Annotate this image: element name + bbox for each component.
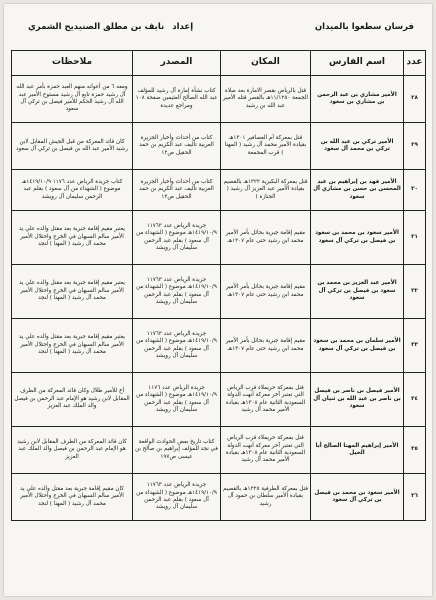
- place-cell: قتل بمعركة حريملاء قرب الرياض التي تعتبر آخر معركة أنهت الدولة السعودية الثانية عام ١٣٠٨هـ بقيادة الأمير محمد آل رشيد: [221, 427, 311, 474]
- source-cell: جريدة الرياض عدد ١١٧٦٣ ١٤١٩/١٠/٩هـ موضوع ( الشهداء من آل سعود ) بقلم عبد الرحمن سليمان آل رويشد: [133, 474, 221, 521]
- row-number: ٣٣: [404, 319, 426, 373]
- source-cell: جريدة الرياض عدد ١١٧٦٣ ١٤١٩/١٠/٩هـ موضوع ( الشهداء من آل سعود ) بقلم عبد الرحمن سليمان آل رويشد: [133, 319, 221, 373]
- row-number: ٣٥: [404, 427, 426, 474]
- column-header-place: المكان: [221, 51, 311, 76]
- knights-table: [11, 50, 426, 521]
- document-title: فرسان سطعوا بالميدان: [314, 22, 414, 32]
- table-row: [12, 373, 426, 427]
- knight-name: الأمير تركي بن عبد الله بن تركي بن محمد آل سعود: [311, 123, 404, 170]
- notes-cell: كان قائد المعركة من الطرف المقابل لابن رشيد هو الإمام عبد الرحمن بن فيصل والد الملك عبد العزيز: [12, 427, 133, 474]
- knight-name: الأمير سعود بن محمد بن فيصل بن تركي آل سعود: [311, 474, 404, 521]
- row-number: ٣٢: [404, 265, 426, 319]
- place-cell: قتل بمعركة أم العصافير ١٣٠١هـ بقيادة الأمير محمد آل رشيد ( المهنا ) قرب المجمعة: [221, 123, 311, 170]
- place-cell: قتل بمعركة حريملاء قرب الرياض التي تعتبر آخر معركة أنهت الدولة السعودية الثانية عام ١٣٠٨هـ بقيادة الأمير محمد آل رشيد: [221, 373, 311, 427]
- source-cell: كتاب من أحداث وأخبار الجزيرة العربية تأليف عبد الكريم بن حمد الحقيل ص١٢: [133, 123, 221, 170]
- knight-name: الأمير مشاري بن عبد الرحمن بن مشاري بن سعود: [311, 76, 404, 123]
- place-cell: مقيم إقامة جبرية بحائل بأمر الأمير محمد ابن رشيد حتى عام ١٣٠٧هـ: [221, 319, 311, 373]
- notes-cell: يعتبر مقيم إقامة جبرية بعد مقتل والده علي يد الأمير سالم السبهان في الخرج واحتلال الأمير محمد آل رشيد ( المهنا ) لنجد: [12, 265, 133, 319]
- table-row: [12, 319, 426, 373]
- knight-name: الأمير سلمان بن محمد بن سعود بن فيصل بن تركي آل سعود: [311, 319, 404, 373]
- notes-cell: كتاب جريدة الرياض عدد ١١٧٦ ١٤١٩/١٠/٩هـ موضوع ( الشهداء من آل سعود ) بقلم عبد الرحمن سليمان آل رويشد: [12, 170, 133, 211]
- notes-cell: يعتبر مقيم إقامة جبرية بعد مقتل والده علي يد الأمير سالم السبهان في الخرج واحتلال الأمير محمد آل رشيد ( المهنا ) لنجد: [12, 319, 133, 373]
- row-number: ٢٨: [404, 76, 426, 123]
- knight-name: الأمير فيصل بن ناصر بن فيصل بن ناصر بن عبد الله بن ثنيان آل سعود: [311, 373, 404, 427]
- table-row: [12, 427, 426, 474]
- row-number: ٣٤: [404, 373, 426, 427]
- column-header-number: عدد: [404, 51, 426, 76]
- column-header-knight: اسم الفارس: [311, 51, 404, 76]
- document-page: [4, 4, 432, 596]
- prepared-label: إعداد: [172, 22, 194, 32]
- table-row: [12, 170, 426, 211]
- author-line: [20, 22, 193, 32]
- knight-name: الأمير فهد بن إبراهيم بن عبد المحسن بن حسن بن مشاري آل سعود: [311, 170, 404, 211]
- column-header-notes: ملاحظات: [12, 51, 133, 76]
- table-row: [12, 474, 426, 521]
- place-cell: مقيم إقامة جبرية بحائل بأمر الأمير محمد ابن رشيد حتى عام ١٣٠٧هـ: [221, 265, 311, 319]
- table-row: [12, 123, 426, 170]
- table-header-row: [12, 51, 426, 76]
- knight-name: الأمير سعود بن محمد بن سعود بن فيصل بن تركي آل سعود: [311, 211, 404, 265]
- source-cell: كتاب نشأة إمارة آل رشيد للمؤلف عبد الله الصالح العثيمين صفحة ١٠٨ ومراجع عديدة: [133, 76, 221, 123]
- row-number: ٣٠: [404, 170, 426, 211]
- knight-name: الأمير عبد العزيز بن محمد بن سعود بن فيصل بن تركي آل سعود: [311, 265, 404, 319]
- notes-cell: يعتبر مقيم إقامة جبرية بعد مقتل والده علي يد الأمير سالم السبهان في الخرج واحتلال الأمير محمد آل رشيد ( المهنا ) لنجد: [12, 211, 133, 265]
- table-row: [12, 76, 426, 123]
- knight-name: الأمير إبراهيم المهنا الصالح أبا الخيل: [311, 427, 404, 474]
- table-row: [12, 265, 426, 319]
- notes-cell: ومعه ٦ من أعوانه منهم العبد حمزة بأمر عبد الله آل رشيد حمزة تابع آل رشيد مستوح الأمير عبد الله آل رشيد الحكم للأمير فيصل بن تركي آل سعود: [12, 76, 133, 123]
- source-cell: جريدة الرياض عدد ١١٧٦٣ ١٤١٩/١٠/٩هـ موضوع ( الشهداء من آل سعود ) بقلم عبد الرحمن سليمان آل رويشد: [133, 265, 221, 319]
- notes-cell: أخ للأمير طلال وكان قائد المعركة من الطرف المقابل لابن رشيد هو الإمام عبد الرحمن بن فيصل والد الملك عبد العزيز: [12, 373, 133, 427]
- source-cell: جريدة الرياض عدد ١١٧٦٣ ١٤١٩/١٠/٩هـ موضوع ( الشهداء من آل سعود ) بقلم عبد الرحمن سليمان آل رويشد: [133, 211, 221, 265]
- row-number: ٣٦: [404, 474, 426, 521]
- column-header-source: المصدر: [133, 51, 221, 76]
- place-cell: قتل بالرياض بقصر الامارة بعد صلاة الجمعة ١١/١٢٥٠هـ بالقصر قتله الأمير عبد الله بن رشيد: [221, 76, 311, 123]
- place-cell: مقيم إقامة جبرية بحائل بأمر الأمير محمد ابن رشيد حتى عام ١٣٠٧هـ: [221, 211, 311, 265]
- table-row: [12, 211, 426, 265]
- source-cell: كتاب من أحداث وأخبار الجزيرة العربية تأليف عبد الكريم بن حمد الحقيل ص١٢: [133, 170, 221, 211]
- author-name: نايف بن مطلق الصنيديح الشمري: [28, 22, 165, 32]
- notes-cell: كان مقيم إقامة جبرية بعد مقتل والده علي يد الأمير سالم السبهان في الخرج واحتلال الأمير محمد آل رشيد ( المهنا ) لنجد: [12, 474, 133, 521]
- source-cell: كتاب تاريخ بعض الحوادث الواقعة في نجد للمؤلف إبراهيم بن صالح بن عيسى ص١٩٧: [133, 427, 221, 474]
- page-header: [20, 22, 414, 38]
- notes-cell: كان قائد المعركة من قبل الجيش المقابل لابن رشيد الأمير عبد الله بن فيصل بن تركي آل سعود: [12, 123, 133, 170]
- row-number: ٣١: [404, 211, 426, 265]
- place-cell: قتل بمعركة الطرفية ١٣٢٥هـ بالقصيم بقيادة الأمير سلطان بن حمود آل رشيد: [221, 474, 311, 521]
- place-cell: قتل بمعركة البكيرية ١٣٢٢هـ بالقصيم بقيادة الأمير عبد العزيز آل رشيد ( الجنازة ): [221, 170, 311, 211]
- row-number: ٢٩: [404, 123, 426, 170]
- source-cell: جريدة الرياض عدد ١١٧٦ ١٤١٩/١٠/٩هـ موضوع ( الشهداء من آل سعود ) بقلم عبد الرحمن سليمان آل رويشد: [133, 373, 221, 427]
